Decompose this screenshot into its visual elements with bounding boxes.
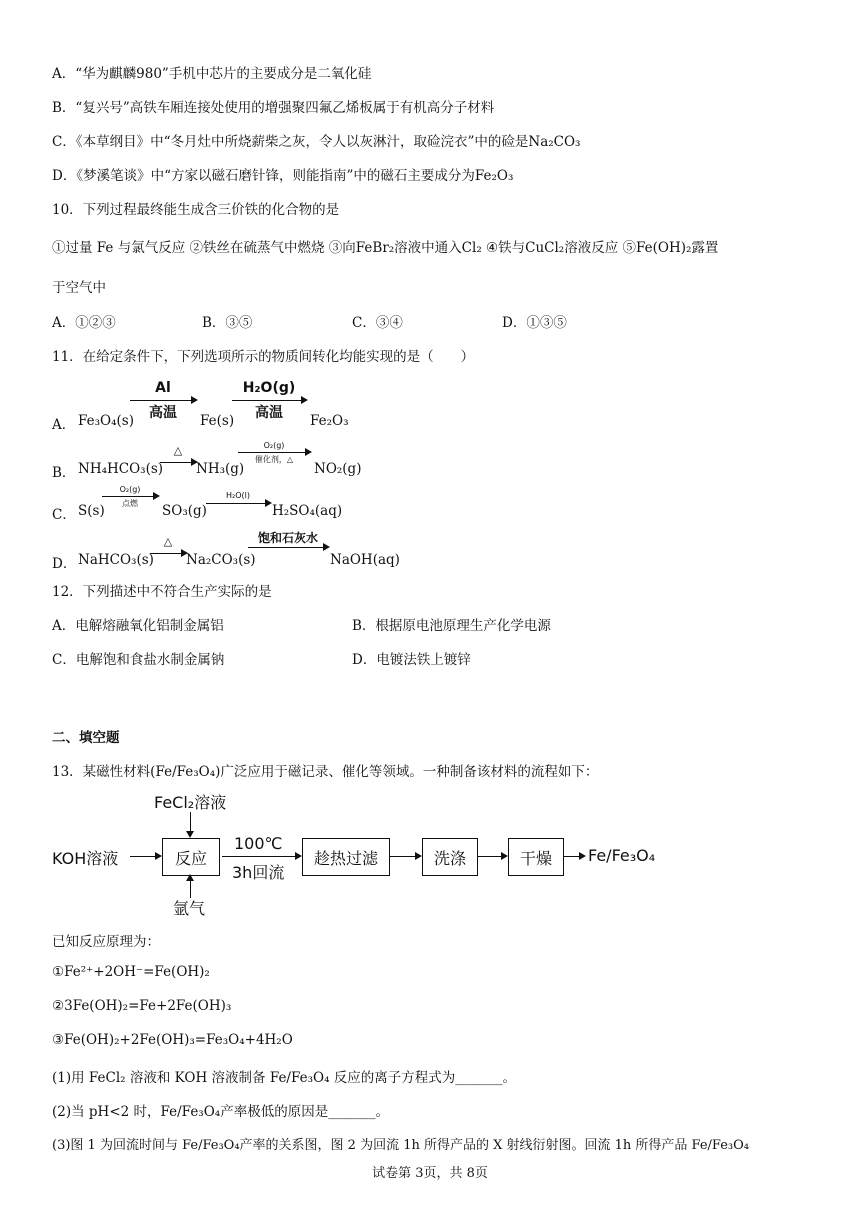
q10-option-d: D．①③⑤ [502, 315, 567, 331]
q11d-label: D． [52, 556, 77, 572]
q11b-arrow-2 [238, 452, 310, 453]
q12-option-d: D．电镀法铁上镀锌 [352, 652, 471, 668]
flow-feed-argon: 氩气 [173, 899, 206, 918]
q11c-cond1-bot: 点燃 [122, 499, 138, 508]
flow-arrow-3 [478, 856, 506, 857]
q11c-cond2-top: H₂O(l) [226, 491, 250, 500]
q11c-arrow-2 [206, 503, 270, 504]
flow-box-wash: 洗涤 [422, 838, 478, 876]
q9-option-d: D．《梦溪笔谈》中“方家以磁石磨针锋，则能指南”中的磁石主要成分为Fe₂O₃ [52, 168, 514, 184]
flow-cond-temp: 100℃ [234, 834, 283, 853]
q11a-cond1-top: Al [155, 380, 171, 396]
q11a-cond1-bot: 高温 [149, 405, 177, 421]
q11d-arrow-2 [248, 547, 328, 548]
flow-arrow-argon [190, 876, 191, 898]
q11a-label: A． [52, 417, 76, 433]
q11b-substance-1: NH₄HCO₃(s) [78, 461, 164, 477]
q13-known: 已知反应原理为： [52, 934, 160, 950]
q11b-arrow-1 [160, 462, 196, 463]
flow-input-koh: KOH溶液 [52, 849, 119, 868]
q10-option-a: A．①②③ [52, 315, 116, 331]
section-heading: 二、填空题 [52, 730, 120, 746]
flow-box-dry: 干燥 [508, 838, 564, 876]
flow-product: Fe/Fe₃O₄ [588, 846, 656, 865]
q13-reaction-1: ①Fe²⁺+2OH⁻=Fe(OH)₂ [52, 964, 210, 980]
q11c-cond1-top: O₂(g) [119, 485, 141, 494]
flow-box-filter: 趁热过滤 [302, 838, 390, 876]
flow-arrow-2 [390, 856, 420, 857]
q11d-cond1-top: △ [163, 535, 173, 548]
q12-option-a: A．电解熔融氧化铝制金属铝 [52, 618, 224, 634]
q11d-substance-1: NaHCO₃(s) [78, 552, 154, 568]
flow-arrow-fecl2 [190, 812, 191, 836]
q11-stem: 11．在给定条件下，下列选项所示的物质间转化均能实现的是（ ） [52, 349, 475, 365]
q11a-arrow-2 [232, 400, 306, 401]
q11d-substance-3: NaOH(aq) [330, 552, 400, 568]
q11a-arrow-1 [130, 400, 196, 401]
q10-option-b: B．③⑤ [202, 315, 253, 331]
page-footer: 试卷第 3页，共 8页 [372, 1166, 488, 1181]
q11b-cond1-top: △ [173, 444, 183, 457]
q11a-substance-3: Fe₂O₃ [310, 413, 349, 429]
flow-arrow-reflux [222, 856, 300, 857]
q11d-cond2-top: 饱和石灰水 [257, 531, 318, 545]
q9-option-c: C．《本草纲目》中“冬月灶中所烧薪柴之灰，令人以灰淋汁，取硷浣衣”中的硷是Na₂CO₃ [52, 134, 581, 150]
q11a-cond2-top: H₂O(g) [242, 380, 296, 396]
q11c-substance-1: S(s) [78, 503, 105, 519]
q13-reaction-3: ③Fe(OH)₂+2Fe(OH)₃=Fe₃O₄+4H₂O [52, 1032, 293, 1048]
q11a-cond2-bot: 高温 [255, 405, 283, 421]
q9-option-b: B．“复兴号”高铁车厢连接处使用的增强聚四氟乙烯板属于有机高分子材料 [52, 100, 495, 116]
q11b-label: B． [52, 465, 76, 481]
q13-part-1: (1)用 FeCl₂ 溶液和 KOH 溶液制备 Fe/Fe₃O₄ 反应的离子方程式为_______。 [52, 1070, 517, 1086]
q11c-label: C． [52, 507, 76, 523]
q11c-substance-2: SO₃(g) [162, 503, 207, 519]
q11b-cond2-top: O₂(g) [263, 441, 285, 450]
q11b-substance-3: NO₂(g) [314, 461, 362, 477]
q11a-substance-1: Fe₃O₄(s) [78, 413, 134, 429]
q11c-substance-3: H₂SO₄(aq) [272, 503, 343, 519]
q10-items: ①过量 Fe 与氯气反应 ②铁丝在硫蒸气中燃烧 ③向FeBr₂溶液中通入Cl₂ ④铁与CuCl₂溶液反应 ⑤Fe(OH)₂露置 [52, 240, 719, 256]
q13-part-2: (2)当 pH<2 时，Fe/Fe₃O₄产率极低的原因是_______。 [52, 1104, 389, 1120]
q10-stem: 10．下列过程最终能生成含三价铁的化合物的是 [52, 202, 340, 218]
q11d-substance-2: Na₂CO₃(s) [186, 552, 256, 568]
q10-items-cont: 于空气中 [52, 280, 106, 296]
q13-reaction-2: ②3Fe(OH)₂=Fe+2Fe(OH)₃ [52, 998, 232, 1014]
q11c-arrow-1 [102, 496, 158, 497]
q11b-cond2-bot: 催化剂，△ [254, 455, 294, 464]
q11a-substance-2: Fe(s) [200, 413, 235, 429]
q12-option-c: C．电解饱和食盐水制金属钠 [52, 652, 225, 668]
q13-part-3: (3)图 1 为回流时间与 Fe/Fe₃O₄产率的关系图，图 2 为回流 1h 所得产品的 X 射线衍射图。回流 1h 所得产品 Fe/Fe₃O₄ [52, 1138, 750, 1153]
flow-feed-fecl2: FeCl₂溶液 [154, 793, 227, 812]
flow-box-reaction: 反应 [162, 838, 220, 876]
q11d-arrow-1 [150, 553, 186, 554]
q9-option-a: A．“华为麒麟980”手机中芯片的主要成分是二氧化硅 [52, 66, 372, 82]
q13-stem: 13．某磁性材料(Fe/Fe₃O₄)广泛应用于磁记录、催化等领域。一种制备该材料的流程如下： [52, 764, 599, 780]
flow-cond-time: 3h回流 [232, 863, 285, 882]
q12-stem: 12．下列描述中不符合生产实际的是 [52, 584, 272, 600]
q10-option-c: C．③④ [352, 315, 403, 331]
flow-arrow-4 [564, 856, 584, 857]
flow-arrow-koh [130, 856, 160, 857]
q12-option-b: B．根据原电池原理生产化学电源 [352, 618, 551, 634]
q11b-substance-2: NH₃(g) [196, 461, 245, 477]
